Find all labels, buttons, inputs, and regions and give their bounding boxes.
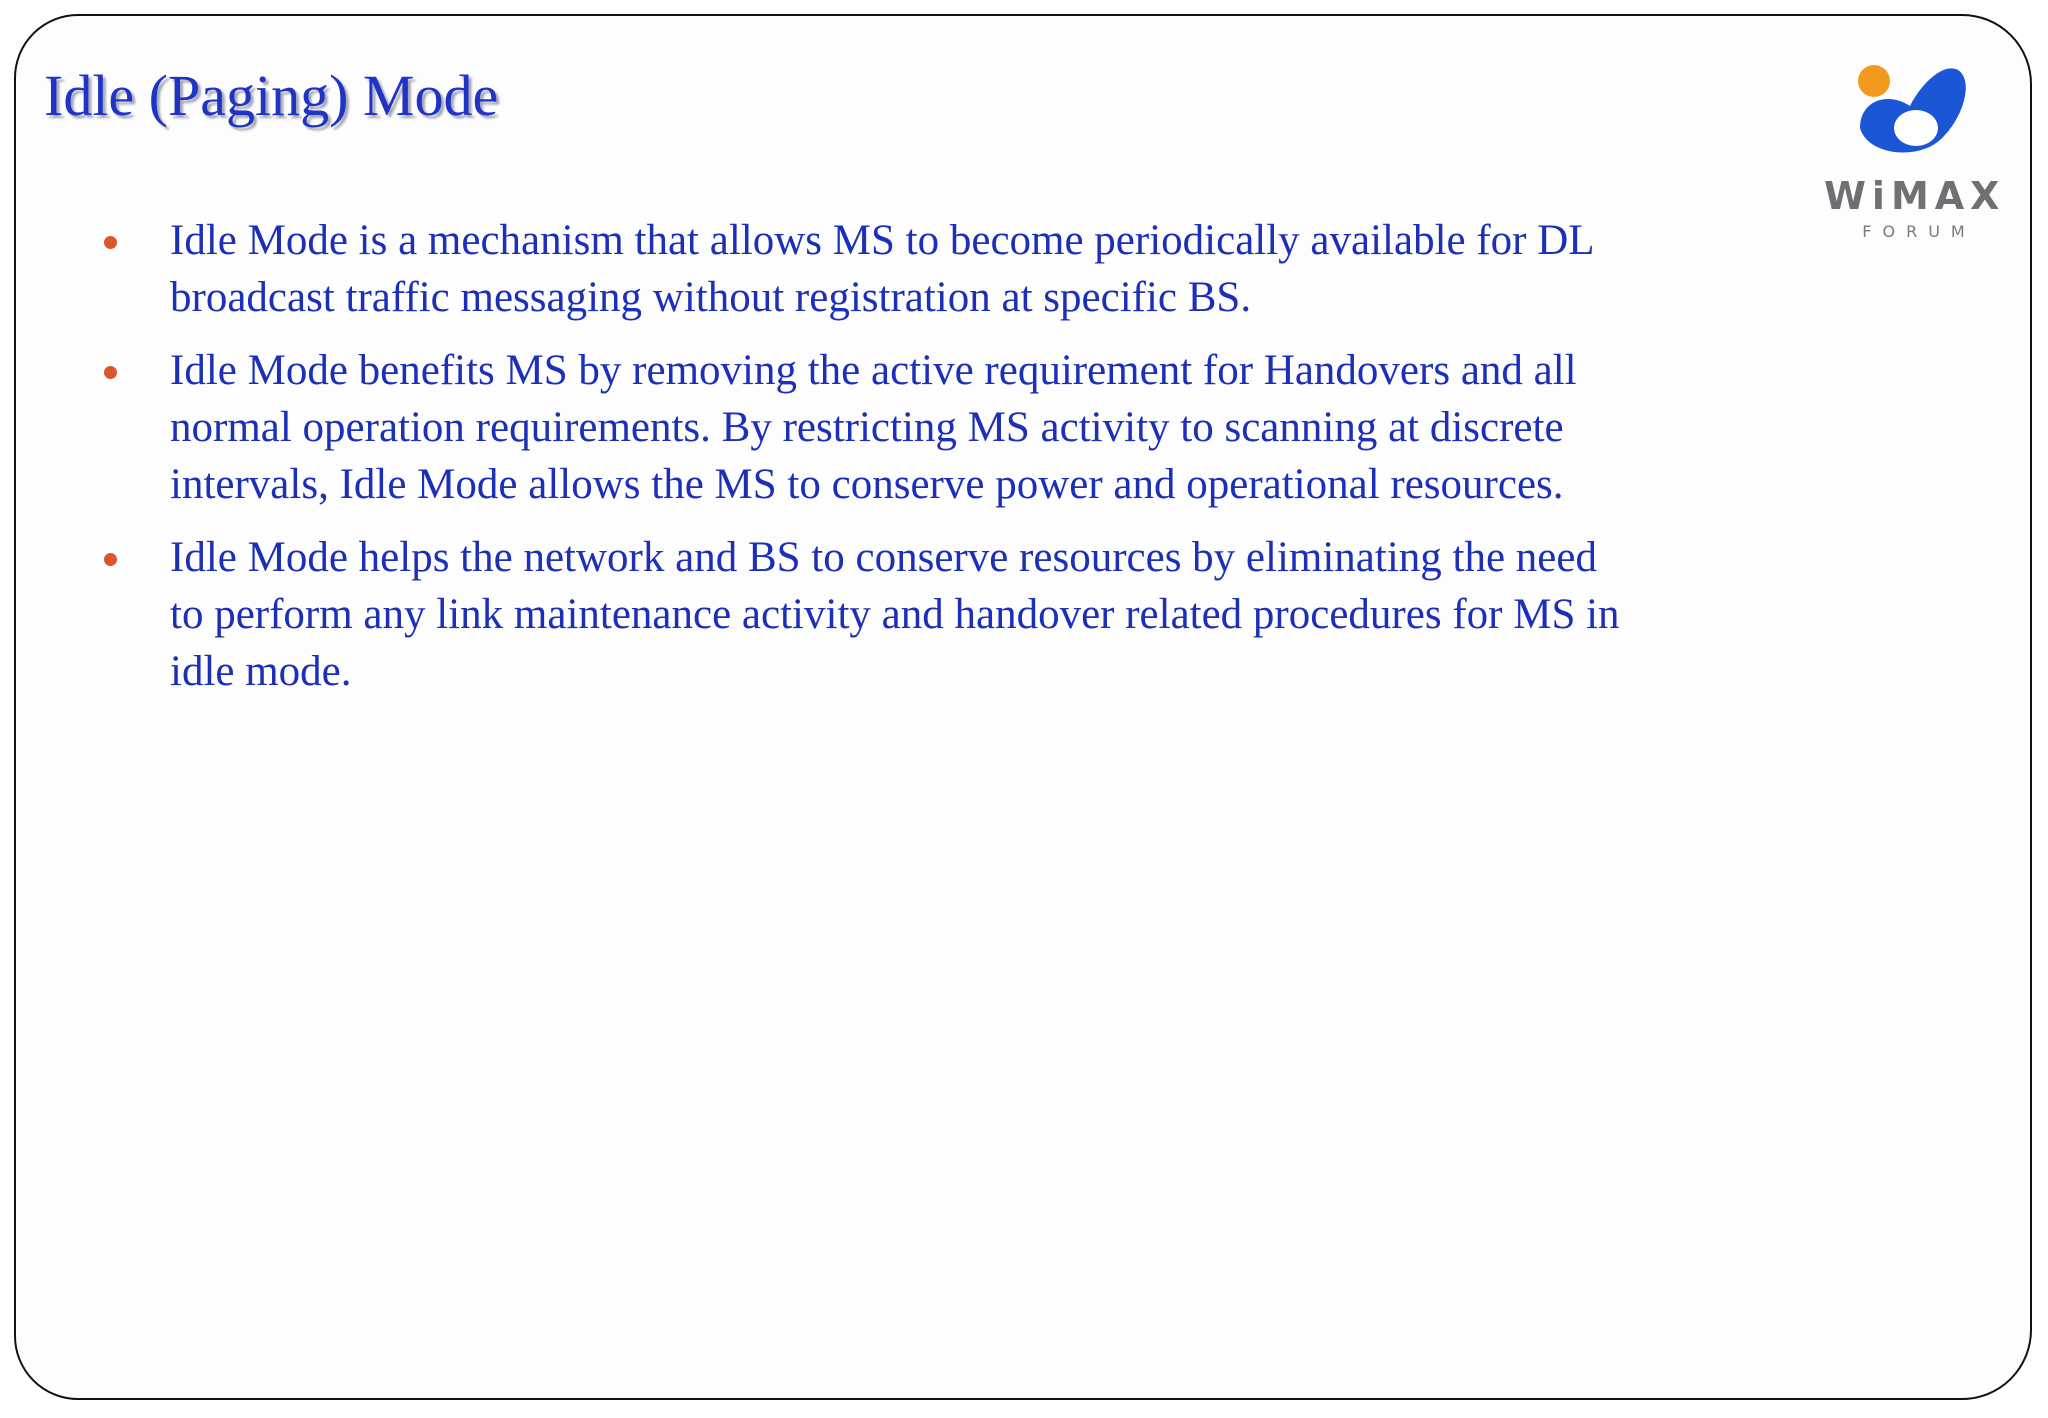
- bullet-item: [100, 342, 1620, 513]
- bullet-text: Idle Mode helps the network and BS to conserve resources by eliminating the need to perform any link maintenance activity and handover related procedures for MS in idle mode.: [170, 534, 1620, 695]
- bullet-text: Idle Mode benefits MS by removing the active requirement for Handovers and all normal operation requirements. By restricting MS activity to scanning at discrete intervals, Idle Mode allows the MS to conserve power and operational resources.: [170, 347, 1577, 508]
- logo-orange-dot: [1858, 65, 1890, 97]
- logo-white-cutout: [1894, 110, 1938, 146]
- bullet-dot-icon: [104, 236, 117, 249]
- slide-title: Idle (Paging) Mode: [44, 63, 499, 128]
- bullet-dot-icon: [104, 553, 117, 566]
- logo-subtitle: FORUM: [1862, 222, 1976, 241]
- bullet-item: [100, 212, 1620, 326]
- bullet-item: [100, 529, 1620, 700]
- wimax-forum-logo: [1818, 56, 2006, 246]
- wimax-logo-icon: [1852, 56, 1972, 156]
- bullet-dot-icon: [104, 366, 117, 379]
- bullet-text: Idle Mode is a mechanism that allows MS to become periodically available for DL broadcast traffic messaging without registration at specific BS.: [170, 217, 1593, 321]
- logo-wordmark: WiMAX: [1824, 174, 2006, 218]
- bullet-list: [100, 212, 1620, 716]
